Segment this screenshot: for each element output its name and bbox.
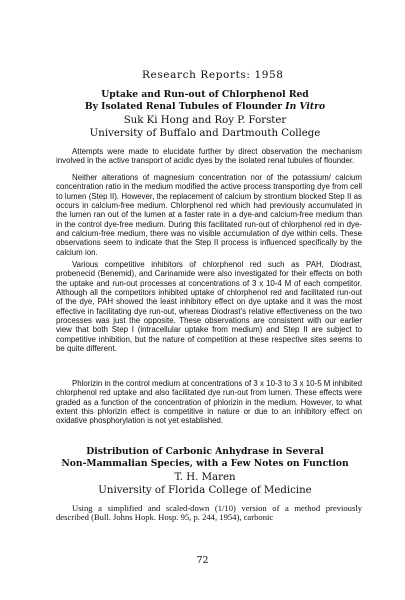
- article2-title-line2: Non-Mammalian Species, with a Few Notes on Function: [61, 458, 349, 469]
- page-number: 72: [196, 555, 209, 566]
- article1-paragraph: Neither alterations of magnesium concentration nor of the potassium/ calcium concentration ratio in the medium modified the active process transporting dye from cell to lumen (Step II). However, the replacement of calcium by strontium blocked Step II as occurs in calcium-free medium. Chlorphenol red which had previously accumulated in the lumen ran out of the lumen at a faster rate in a dye-and calcium-free medium than in the control dye-free medium. During this facilitated run-out of chlorphenol red in dye-and calcium-free medium, there was no visible accumulation of dye within cells. These observations seem to indicate that the Step II process is influenced specifically by the calcium ion.: [56, 173, 362, 257]
- article2-title-line1: Distribution of Carbonic Anhydrase in Several: [86, 446, 324, 457]
- article2-author: T. H. Maren: [174, 472, 236, 483]
- article1-authors: Suk Ki Hong and Roy P. Forster: [123, 115, 287, 126]
- article1-title-line2: [40, 101, 370, 113]
- article1-affiliation: University of Buffalo and Dartmouth College: [89, 128, 321, 139]
- article1-paragraph: Phlorizin in the control medium at concentrations of 3 x 10-3 to 3 x 10-5 M inhibited chlorphenol red uptake and also facilitated dye run-out from lumen. These effects were graded as a function of the concentration of phlorizin in the medium. However, to what extent this phlorizin effect is competitive in nature or due to an inhibitory effect on oxidative phosphorylation is not yet established.: [56, 379, 362, 426]
- article1-title-line1: Uptake and Run-out of Chlorphenol Red: [101, 89, 309, 100]
- article1-title-roman: By Isolated Renal Tubules of Flounder: [84, 101, 286, 112]
- running-head: Research Reports: 1958: [142, 69, 284, 81]
- article2-affiliation: University of Florida College of Medicine: [98, 485, 312, 496]
- article1-paragraph: Attempts were made to elucidate further by direct observation the mechanism involved in the active transport of acidic dyes by the isolated renal tubules of flounder.: [56, 147, 362, 166]
- article2-paragraph: Using a simplified and scaled-down (1/10) version of a method previously described (Bull. Johns Hopk. Hosp. 95, p. 244, 1954), carbonic: [56, 503, 362, 523]
- article1-title-italic: In Vitro: [285, 101, 326, 112]
- article1-paragraph: Various competitive inhibitors of chlorphenol red such as PAH, Diodrast, probenecid (Benemid), and Carinamide were also investigated for their effects on both the uptake and run-out processes at concentrations of 3 x 10-4 M of each competitor. Although all the competitors inhibited uptake of chlorphenol red and facilitated run-out of the dye, PAH showed the least inhibitory effect on dye uptake and it was the most effective in facilitating dye run-out, whereas Diodrast's relative effectiveness on the two processes was just the opposite. These observations are consistent with our earlier view that both Step I (intracellular uptake from medium) and Step II are subject to competitive inhibition, but the nature of competition at these respective sites seems to be quite different.: [56, 260, 362, 354]
